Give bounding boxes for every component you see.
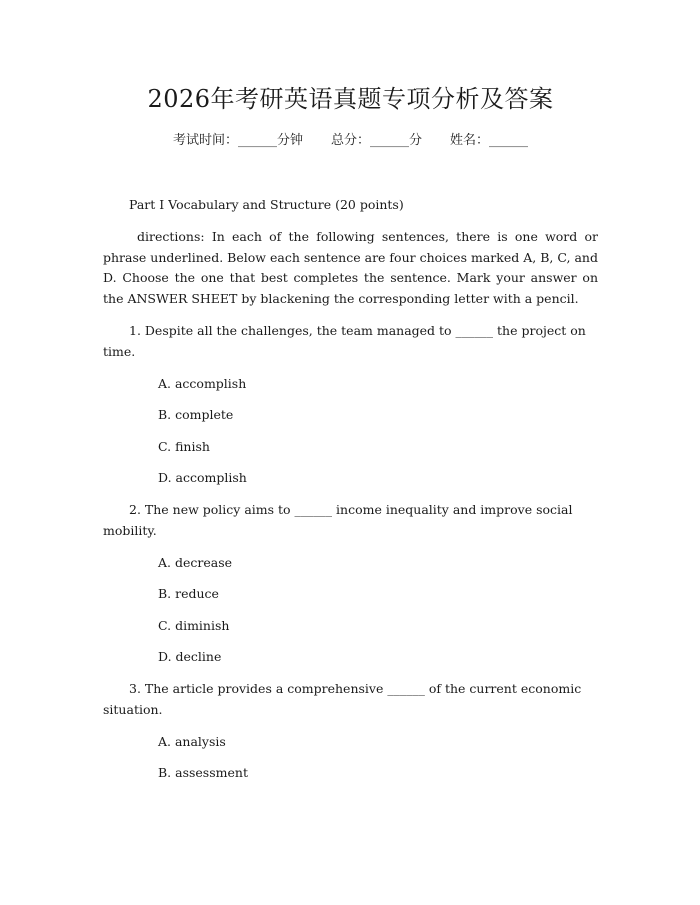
answer-option: D. accomplish [158,470,247,485]
answer-option: C. diminish [158,617,230,633]
answer-option: B. complete [158,407,234,422]
part-heading: Part I Vocabulary and Structure (20 points) [129,197,404,212]
directions-paragraph: directions: In each of the following sentences, there is one word or phrase underlined. Below each sentence are four choices marked A, B, C, and D. Choose the one that best completes the sentence. Mark your answer on the ANSWER SHEET by blackening the corresponding letter with a pencil. [103,229,598,306]
question-stem: 3. The article provides a comprehensive ______ of the current economic situation. [103,681,582,717]
exam-meta [103,132,598,150]
answer-option: B. reduce [158,586,219,601]
exam-time-field: 考试时间：______分钟 [172,133,303,148]
answer-option: A. accomplish [158,375,247,391]
answer-option: D. decline [158,649,222,664]
question-stem: 1. Despite all the challenges, the team managed to ______ the project on time. [103,323,586,359]
total-score-field: 总分：______分 [330,133,422,148]
answer-option: C. finish [158,438,210,454]
answer-option: A. analysis [158,733,226,749]
answer-option: A. decrease [158,554,233,570]
question-block [103,321,598,488]
page-title: 2026年考研英语真题专项分析及答案 [147,85,554,113]
answer-option: B. assessment [158,765,248,780]
question-stem: 2. The new policy aims to ______ income inequality and improve social mobility. [103,502,573,538]
question-block [103,500,598,667]
name-field: 姓名：______ [450,133,529,148]
question-block [103,679,598,783]
